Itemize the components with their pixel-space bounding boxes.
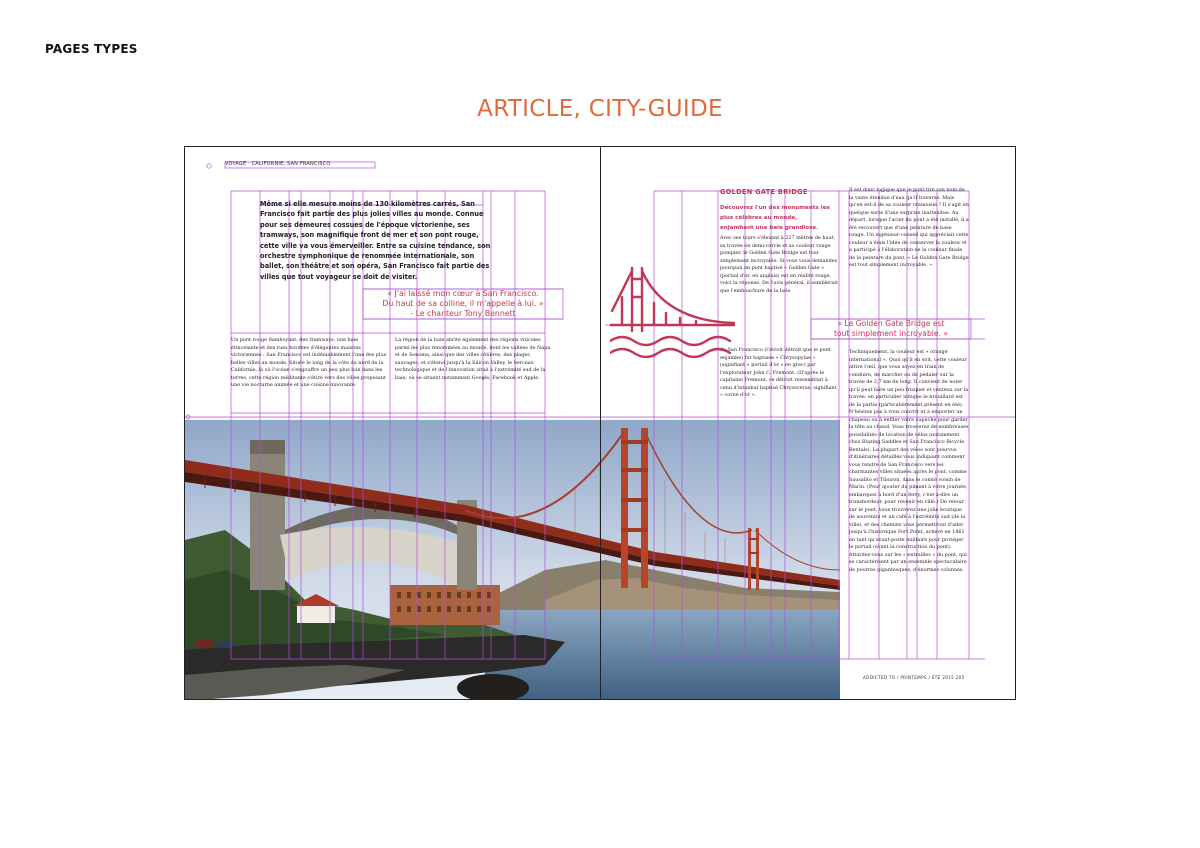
intro-paragraph: Même si elle mesure moins de 130 kilomètres carrés, San Francisco fait partie des plus jolies villes au monde. Connue pour ses demeures cossues de l'époque victorienne, ses tramways, son magnifique front de mer et son pont rouge, cette ville va vous émerveiller. Entre sa cuisine tendance, son orchestre symphonique de renommée internationale, son ballet, son théâtre et son opéra, San Francisco fait partie des villes que tout voyageur se doit de visiter.	[260, 200, 491, 281]
magazine-spread	[184, 146, 1016, 700]
kicker: VOYAGE · CALIFORNIE, SAN FRANCISCO	[225, 161, 331, 167]
pull-quote-line: tout simplement incroyable. »	[833, 329, 949, 338]
body-column: Un pont rouge flamboyant, des tramways, une baie étincelante et des rues bordées d'élégantes maisons victoriennes : San Francisco est indéniablement l'une des plus belles villes au monde. Située le long de la côte du nord de la Californie, là où l'océan s'engouffre un peu plus loin dans les terres, cette région méditante s'étire vers des villes proposant une vie nocturne animée et une cuisine innovante.	[231, 337, 387, 388]
pull-quote-line: « J'ai laissé mon cœur à San Francisco.	[387, 289, 539, 298]
pull-quote-line: Du haut de sa colline, il m'appelle à lui. »	[382, 299, 544, 308]
pull-quote-line: « Le Golden Gate Bridge est	[837, 319, 945, 328]
pull-quote-left	[363, 289, 563, 319]
bridge-icon	[610, 263, 735, 358]
section-label: PAGES TYPES	[45, 42, 138, 56]
section-deck: Découvrez l'un des monuments les plus célèbres au monde, enjambant une baie grandiose.	[720, 205, 830, 231]
golden-gate-photo	[185, 420, 840, 700]
page-footer: ADDICTED TO / PRINTEMPS / ÉTÉ 2015 205	[863, 675, 965, 680]
body-column: de San Francisco (l'étroit détroit que le pont enjambe) fut baptisée « Chrysopylae » (signifiant « portail d'or » en grec) par l'explorateur John C. Fremont. (D'après le capitaine Fremont, ce détroit ressemblait à celui d'Istanbul baptisé Chrysoceras, signifiant « corne d'or ».	[720, 347, 837, 398]
section-title: GOLDEN GATE BRIDGE	[720, 188, 808, 196]
pull-quote-right	[811, 319, 971, 339]
body-column: La région de la baie abrite également des régions viticoles parmi les plus renommées au monde, dont les vallées de Napa et de Sonoma, ainsi que des villes côtières, des plages sauvages, et s'étend jusqu'à la Silicon Valley, le berceau technologique et de l'innovation situé à l'extrémité sud de la baie, où se situent notamment Google, Facebook et Apple.	[395, 337, 551, 381]
body-column: Techniquement, la couleur est « orangé international ». Quoi qu'il en soit, cette couleur attire l'œil, que vous soyez en train de conduire, de marcher ou de pédaler sur la travée de 2,7 km de long. Il convient de noter qu'il peut faire un peu frisquet et venteux sur la travée, en particulier lorsque le brouillard est de la partie (particulièrement présent en été). N'hésitez pas à vous couvrir et à emporter un chapeau ou à enfiler votre capuche pour garder la tête au chaud. Vous trouverez de nombreuses possibilités de location de vélos (notamment chez Blazing Saddles et San Francisco Bicycle Rentals). La plupart des vélos sont pourvus d'itinéraires détaillés vous indiquant comment vous rendre de San Francisco vers les charmantes villes situées après le pont, comme Sausalito et Tiburon, dans le comté voisin de Marin. (Pour ajouter du piment à votre journée, embarquez à bord d'un ferry, c'est-à-dire un transbordeur, pour revenir en ville.) De retour sur le pont, vous trouverez une jolie boutique de souvenirs et un café à l'extrémité sud (de la ville), et des chemins vous permettront d'aller jusqu'à l'historique Fort Point, achevé en 1861 en tant qu'avant-poste militaire pour protéger le portail (avant la construction du pont). Attardez-vous sur les « entrailles » du pont, qui se caractérisent par un ensemble spectaculaire de poutres gigantesques, d'énormes colonnes.	[849, 349, 969, 573]
body-column: Avec ses tours s'élevant à 227 mètres de haut, sa travée en demi-cercle et sa couleur rouge pompier, le Golden Gate Bridge est tout simplement incroyable. Si vous vous demandez pourquoi un pont baptisé « Golden Gate » (portail d'or, en anglais) est en réalité rouge, voici la réponse. De l'avis général, il semblerait que l'embouchure de la baie	[720, 235, 838, 294]
pull-quote-attribution: - Le chanteur Tony Bennett	[410, 309, 516, 318]
page-gutter	[600, 147, 601, 700]
page-title: ARTICLE, CITY-GUIDE	[477, 96, 723, 122]
body-column: Il est donc logique que le pont tire son nom de la vaste étendue d'eau qu'il traverse. Mais qu'en est-il de sa couleur cramoisie ? Il s'agit en quelque sorte d'une surprise inattendue. Au départ, lorsque l'acier du pont a été installé, il a été recouvert que d'une peinture de base rouge. Un ingénieur-conseil qui appréciait cette couleur a émis l'idée de conserver la couleur et a participé à l'élaboration de la couleur finale de la peinture du pont. « Le Golden Gate Bridge est tout simplement incroyable. »	[849, 187, 969, 268]
